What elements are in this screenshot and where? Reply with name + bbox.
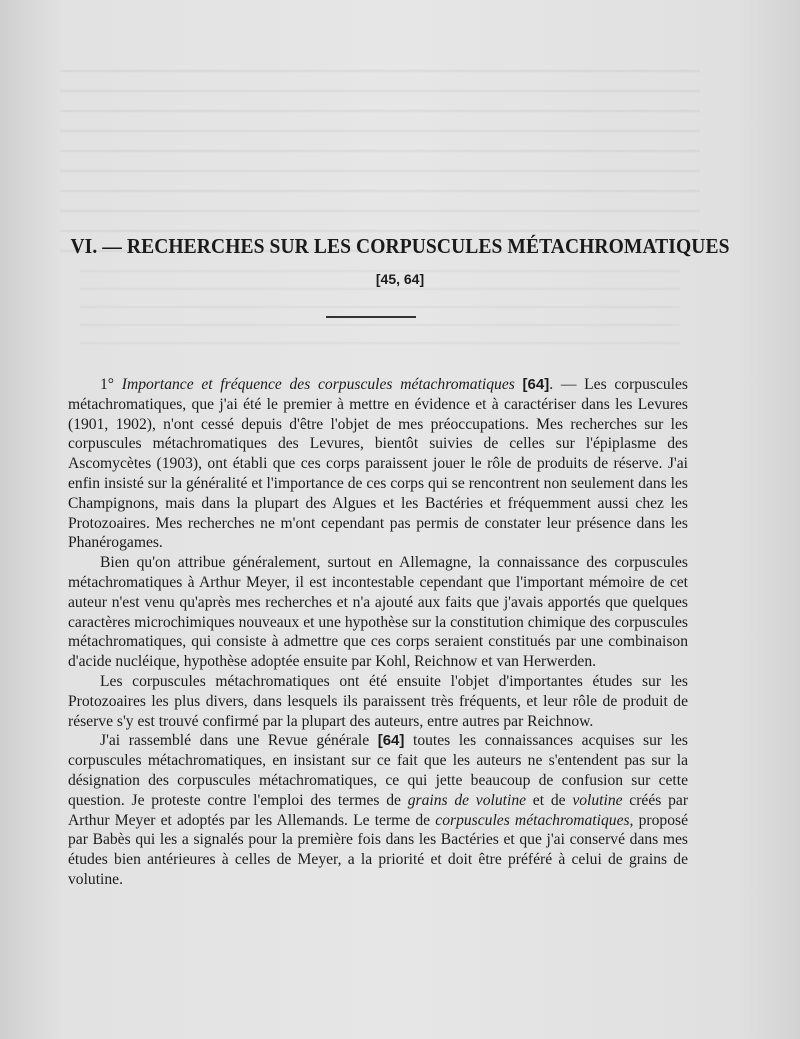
paragraph-text: proposé par Babès qui les a signalés pour la première fois dans les Bactéries et que j'ai conservé dans mes études bien antérieures à celles de Meyer, a la priorité et doit être préféré à celui de grains de volutine. xyxy=(68,811,689,888)
italic-text: volutine xyxy=(572,791,623,809)
paragraph-text: . — Les corpuscules métachromatiques, que j'ai été le premier à mettre en évidence et à caractériser dans les Levures (1901, 1902), n'ont cessé depuis d'être l'objet de mes préoccupations. Mes recherches sur les corpuscules métachromatiques des Levures, bientôt suivies de celles sur l'épiplasme des Ascomycètes (1903), ont établi que ces corps paraissent jouer le rôle de produits de réserve. J'ai enfin insisté sur la généralité et l'importance de ces corps qui se rencontrent non seulement dans les Champignons, mais dans la plupart des Algues et les Bactéries et fréquemment aussi chez les Protozoaires. Mes recherches ne m'ont cependant pas permis de constater leur présence dans les Phanérogames. xyxy=(68,376,688,552)
paragraph xyxy=(68,672,688,731)
italic-text: Importance et fréquence des corpuscules métachromatiques xyxy=(121,376,515,393)
paragraph-text: créés par Arthur Meyer et adoptés par les Allemands. Le terme de xyxy=(68,791,689,829)
paragraph-text: Bien qu'on attribue généralement, surtout en Allemagne, la connaissance des corpuscules métachromatiques à Arthur Meyer, il est incontestable cependant que l'important mémoire de cet auteur n'est venu qu'après mes recherches et n'a ajouté aux faits que j'avais apportés que quelques caractères microchimiques nouveaux et une hypothèse sur la constitution chimique des corpuscules métachromatiques, qui consiste à admettre que ces corps seraient constitués par une combinaison d'acide nucléique, hypothèse adoptée ensuite par Kohl, Reichnow et van Herwerden. xyxy=(68,554,688,671)
italic-text: corpuscules métachromatiques, xyxy=(435,811,634,829)
paragraph-text xyxy=(515,376,523,393)
paragraph-text: 1° xyxy=(100,376,122,393)
reference-number: [64] xyxy=(522,376,550,393)
section-heading: VI. — RECHERCHES SUR LES CORPUSCULES MÉTACHROMATIQUES xyxy=(70,234,730,258)
reference-number: [64] xyxy=(377,732,405,750)
paragraph-text: Les corpuscules métachromatiques ont été ensuite l'objet d'importantes études sur les Protozoaires les plus divers, dans lesquels ils paraissent très fréquents, et leur rôle de produit de réserve s'y est trouvé confirmé par la plupart des auteurs, entre autres par Reichnow. xyxy=(68,672,688,730)
paragraph xyxy=(68,375,688,553)
body-text xyxy=(68,375,688,890)
section-divider-rule xyxy=(326,316,416,318)
paragraph xyxy=(68,731,688,889)
section-references: [45, 64] xyxy=(375,271,425,287)
paragraph-text: toutes les connaissances acquises sur les corpuscules métachromatiques, en insistant sur ce fait que les auteurs ne s'entendent pas sur la désignation des corpuscules métachromatiques, ce qui jette beaucoup de confusion sur cette question. Je proteste contre l'emploi des termes de xyxy=(68,732,688,809)
paragraph-text: et de xyxy=(526,791,573,809)
italic-text: grains de volutine xyxy=(407,791,527,809)
paragraph xyxy=(68,553,688,672)
paragraph-text: J'ai rassemblé dans une Revue générale xyxy=(100,732,378,750)
